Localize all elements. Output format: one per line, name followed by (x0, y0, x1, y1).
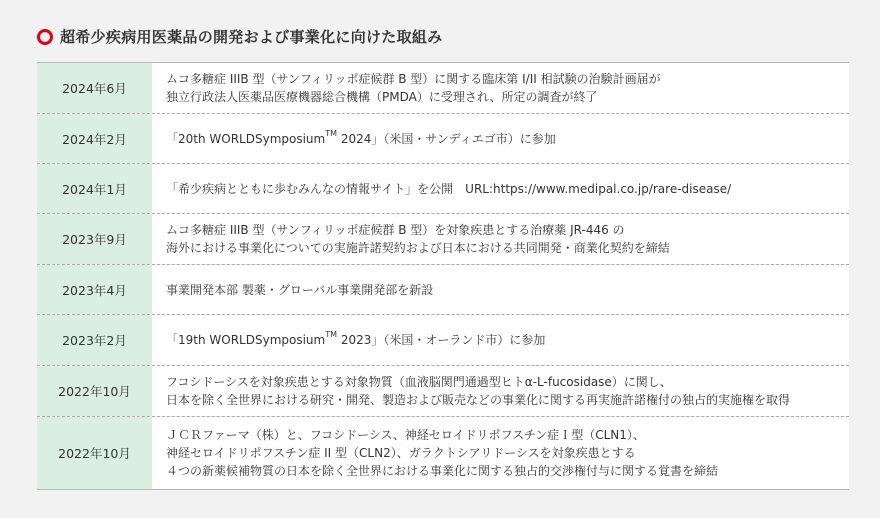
description-line: 独立行政法人医薬品医療機器総合機構（PMDA）に受理され、所定の調査が終了 (166, 90, 598, 104)
event-name-prefix: 「19th WORLDSymposium (166, 333, 326, 347)
section-heading (37, 26, 443, 47)
row-date: 2022年10月 (37, 417, 152, 489)
description-line: ＪＣＲファーマ（株）と、フコシドーシス、神経セロイドリポフスチン症Ｉ型（CLN1）、 (166, 428, 645, 442)
row-description (152, 315, 849, 365)
row-description (152, 366, 849, 416)
table-row (37, 366, 849, 417)
description-line: 海外における事業化についての実施許諾契約および日本における共同開発・商業化契約を締結 (166, 241, 670, 255)
event-name-suffix: 2024」（米国・サンディエゴ市）に参加 (337, 131, 556, 146)
description-line: ムコ多糖症 IIIB 型（サンフィリッポ症候群 B 型）を対象疾患とする治療薬 JR-446 の (166, 223, 625, 237)
table-row (37, 63, 849, 114)
row-date: 2023年4月 (37, 265, 152, 314)
row-date: 2024年2月 (37, 114, 152, 163)
row-description (152, 63, 849, 113)
description-line (166, 130, 849, 148)
description-line: 事業開発本部 製薬・グローバル事業開発部を新設 (166, 282, 434, 297)
row-description (152, 214, 849, 264)
row-date: 2023年2月 (37, 315, 152, 365)
description-line: 神経セロイドリポフスチン症 II 型（CLN2）、ガラクトシアリドーシスを対象疾患とする (166, 446, 636, 460)
section-title: 超希少疾病用医薬品の開発および事業化に向けた取組み (60, 28, 443, 46)
row-description (152, 164, 849, 213)
timeline-table (37, 62, 849, 490)
description-line: フコシドーシスを対象疾患とする対象物質（血液脳関門通過型ヒトα-L-fucosidase）に関し、 (166, 375, 672, 389)
red-circle-bullet-icon (37, 29, 53, 45)
table-row (37, 315, 849, 366)
table-row (37, 265, 849, 315)
table-row (37, 164, 849, 214)
description-line: 日本を除く全世界における研究・開発、製造および販売などの事業化に関する再実施許諾権付の独占的実施権を取得 (166, 393, 791, 407)
trademark-mark: TM (325, 330, 338, 339)
description-line (166, 331, 849, 349)
trademark-mark: TM (325, 128, 338, 138)
row-description (152, 114, 849, 163)
row-date: 2023年9月 (37, 214, 152, 264)
row-date: 2024年6月 (37, 63, 152, 113)
table-row (37, 417, 849, 490)
description-line: ４つの新薬候補物質の日本を除く全世界における事業化に関する独占的交渉権付与に関する覚書を締結 (166, 464, 719, 478)
row-description (152, 265, 849, 314)
row-description (152, 417, 849, 489)
table-row (37, 214, 849, 265)
description-line: ムコ多糖症 IIIB 型（サンフィリッポ症候群 B 型）に関する臨床第 I/II 相試験の治験計画届が (166, 72, 661, 86)
table-row (37, 114, 849, 164)
event-name-suffix: 2023」（米国・オーランド市）に参加 (337, 333, 546, 347)
event-name-prefix: 「20th WORLDSymposium (166, 131, 326, 146)
description-line: 「希少疾病とともに歩むみんなの情報サイト」を公開 URL:https://www.medipal.co.jp/rare-disease/ (166, 181, 732, 196)
row-date: 2022年10月 (37, 366, 152, 416)
row-date: 2024年1月 (37, 164, 152, 213)
